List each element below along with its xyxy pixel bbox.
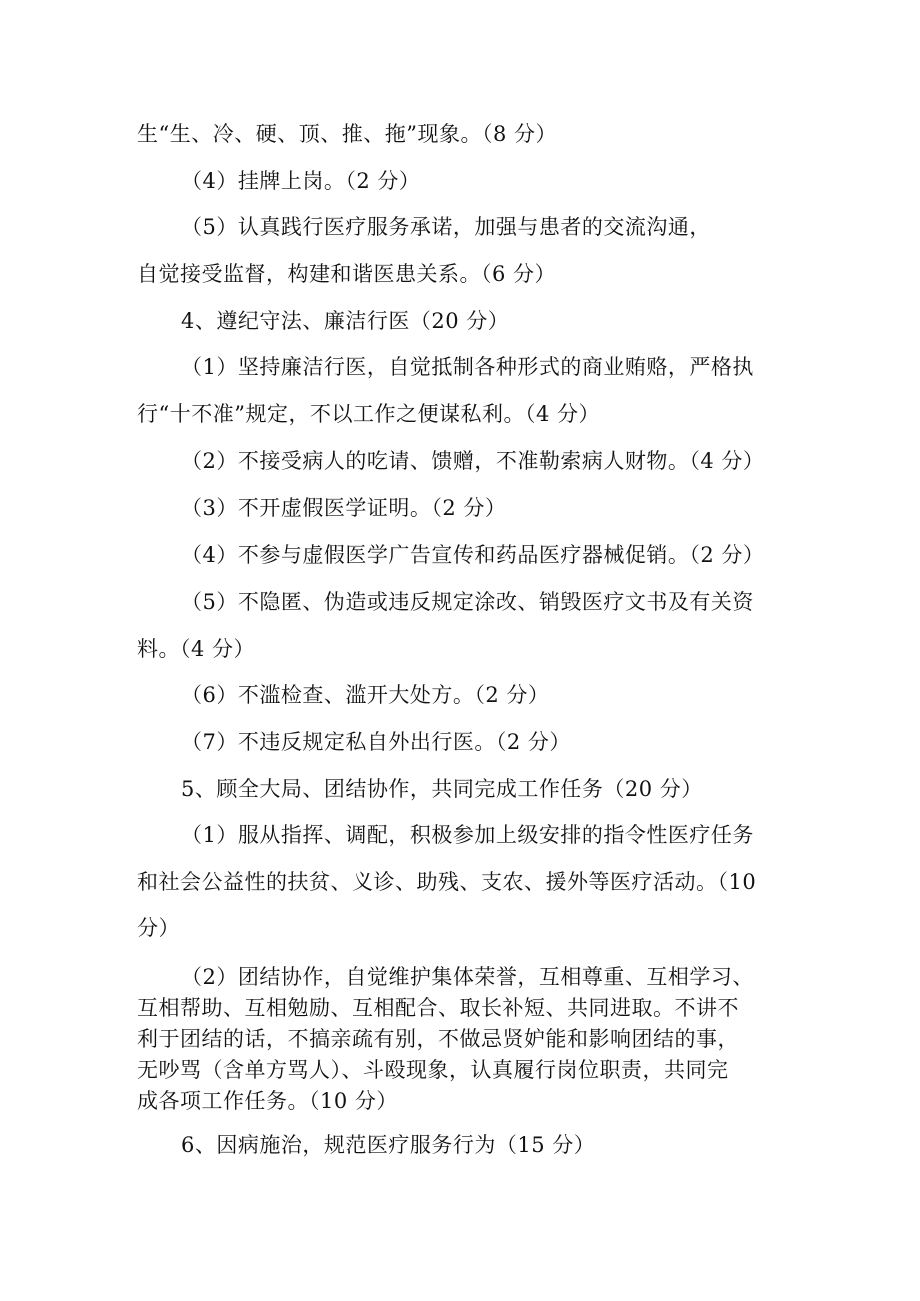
text-line-4: 自觉接受监督，构建和谐医患关系。（6 分） (137, 262, 557, 286)
text-line-1: 生“生、冷、硬、顶、推、拖”现象。（8 分） (137, 122, 558, 146)
text-line-10: （4）不参与虚假医学广告宣传和药品医疗器械促销。（2 分） (181, 543, 765, 567)
text-line-12: 料。（4 分） (137, 637, 256, 661)
text-line-21: 利于团结的话，不搞亲疏有别，不做忌贤妒能和影响团结的事， (137, 1027, 739, 1051)
text-line-24: 6、因病施治，规范医疗服务行为（15 分） (181, 1133, 596, 1157)
text-line-6: （1）坚持廉洁行医，自觉抵制各种形式的商业贿赂，严格执 (181, 355, 754, 379)
text-line-14: （7）不违反规定私自外出行医。（2 分） (181, 730, 571, 754)
text-line-23: 成各项工作任务。（10 分） (137, 1089, 398, 1113)
text-line-22: 无吵骂（含单方骂人）、斗殴现象，认真履行岗位职责，共同完 (137, 1058, 729, 1082)
text-line-3: （5）认真践行医疗服务承诺，加强与患者的交流沟通， (181, 215, 711, 239)
text-line-2: （4）挂牌上岗。（2 分） (181, 169, 421, 193)
text-line-20: 互相帮助、互相勉励、互相配合、取长补短、共同进取。不讲不 (137, 996, 739, 1020)
text-line-16: （1）服从指挥、调配，积极参加上级安排的指令性医疗任务 (181, 823, 754, 847)
text-line-17: 和社会公益性的扶贫、义诊、助残、支农、援外等医疗活动。（10 (137, 870, 757, 894)
text-line-15: 5、顾全大局、团结协作，共同完成工作任务（20 分） (181, 777, 703, 801)
text-line-11: （5）不隐匿、伪造或违反规定涂改、销毁医疗文书及有关资 (181, 590, 754, 614)
text-line-5: 4、遵纪守法、廉洁行医（20 分） (181, 309, 510, 333)
text-line-8: （2）不接受病人的吃请、馈赠，不准勒索病人财物。（4 分） (181, 449, 765, 473)
text-line-13: （6）不滥检查、滥开大处方。（2 分） (181, 683, 550, 707)
text-line-18: 分） (137, 916, 180, 940)
text-line-19: （2）团结协作，自觉维护集体荣誉，互相尊重、互相学习、 (181, 965, 754, 989)
text-line-9: （3）不开虚假医学证明。（2 分） (181, 496, 507, 520)
text-line-7: 行“十不准”规定，不以工作之便谋私利。（4 分） (137, 402, 601, 426)
